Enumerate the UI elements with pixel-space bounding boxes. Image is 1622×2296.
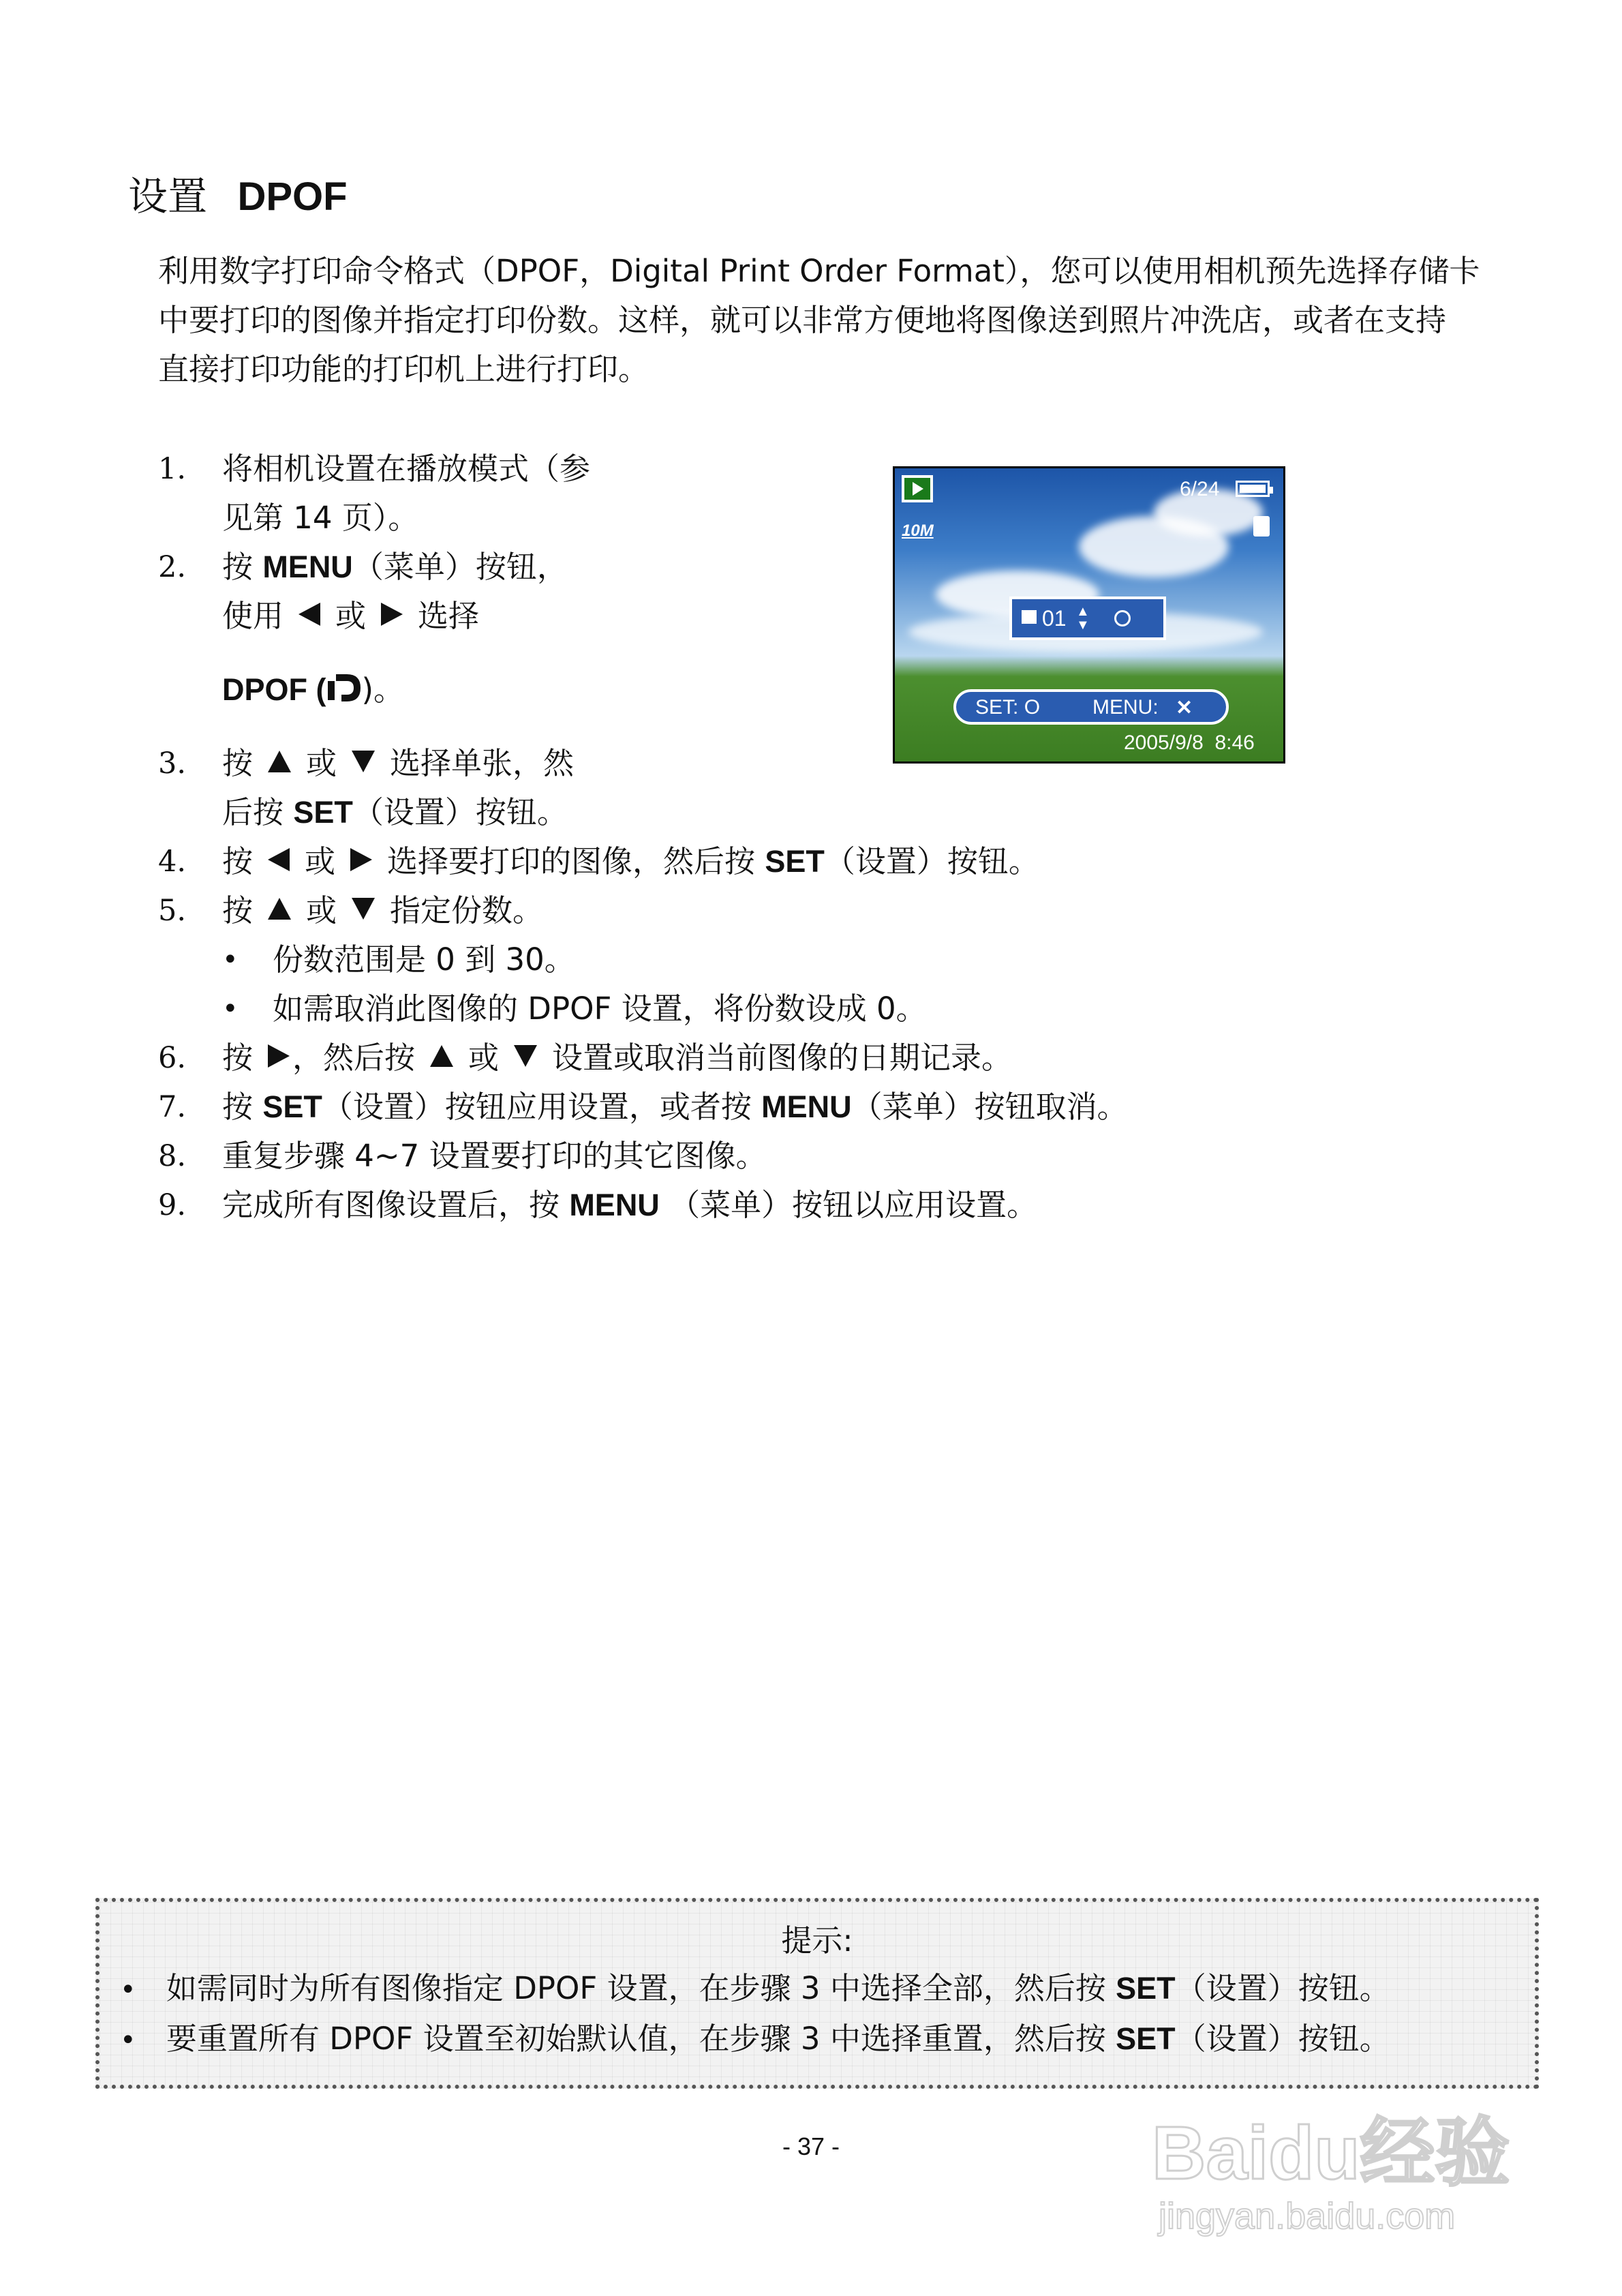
down-arrow-icon bbox=[352, 751, 375, 772]
step-text: 按 ，然后按 或 设置或取消当前图像的日期记录。 bbox=[222, 1040, 1013, 1076]
step-number: 2. bbox=[158, 550, 187, 584]
page-title bbox=[128, 169, 348, 224]
baidu-watermark bbox=[1152, 2079, 1561, 2250]
tip-set: SET bbox=[1116, 2021, 1176, 2056]
cancel-x-icon: ✕ bbox=[1176, 697, 1193, 719]
up-down-icon: ▲ ▼ bbox=[1076, 604, 1090, 633]
clock-icon bbox=[1114, 610, 1131, 626]
bullet-text: 如需取消此图像的 DPOF 设置，将份数设成 0。 bbox=[273, 991, 927, 1027]
tip-item bbox=[120, 2014, 1390, 2058]
tip-set: SET bbox=[1116, 1971, 1176, 2006]
memory-card-icon bbox=[1253, 516, 1270, 537]
intro-line: 直接打印功能的打印机上进行打印。 bbox=[158, 351, 649, 387]
step-text: DPOF ( )。 bbox=[222, 671, 405, 708]
tip-text: 要重置所有 DPOF 设置至初始默认值，在步骤 3 中选择重置，然后按 bbox=[166, 2021, 1116, 2057]
step-number: 3. bbox=[158, 746, 187, 781]
down-arrow-icon bbox=[514, 1045, 537, 1067]
right-arrow-icon bbox=[268, 1044, 290, 1068]
step-text: 按 MENU（菜单）按钮， bbox=[222, 549, 568, 585]
step-text: 按 SET（设置）按钮应用设置，或者按 MENU（菜单）按钮取消。 bbox=[222, 1089, 1128, 1125]
step-text: 按 或 指定份数。 bbox=[222, 892, 544, 928]
page-number: - 37 - bbox=[782, 2132, 840, 2160]
up-arrow-icon bbox=[268, 751, 291, 772]
step-text: 按 或 选择单张，然 bbox=[222, 745, 575, 781]
tip-title: 提示: bbox=[781, 1922, 853, 1959]
step-number: 6. bbox=[158, 1041, 187, 1075]
print-icon bbox=[1022, 610, 1037, 624]
resolution-label: 10M bbox=[902, 522, 934, 540]
step-number: 1. bbox=[158, 452, 187, 486]
bullet-icon: • bbox=[222, 993, 239, 1025]
up-arrow-icon bbox=[268, 898, 291, 920]
set-menu-bar bbox=[953, 689, 1229, 725]
step-number: 9. bbox=[158, 1188, 187, 1222]
playback-mode-icon bbox=[902, 475, 933, 502]
bullet-icon: • bbox=[120, 1974, 136, 2006]
copies-value: 01 bbox=[1042, 606, 1067, 631]
step-text: 按 或 选择要打印的图像，然后按 SET（设置）按钮。 bbox=[222, 843, 1039, 879]
left-arrow-icon bbox=[268, 848, 290, 871]
step-number: 7. bbox=[158, 1090, 187, 1124]
title-zh: 设置 bbox=[128, 173, 208, 220]
tip-box bbox=[95, 1898, 1539, 2089]
step-text: 重复步骤 4~7 设置要打印的其它图像。 bbox=[222, 1138, 767, 1174]
intro-line: 中要打印的图像并指定打印份数。这样，就可以非常方便地将图像送到照片冲洗店，或者在支持 bbox=[158, 302, 1447, 338]
watermark-url: jingyan.baidu.com bbox=[1159, 2196, 1456, 2237]
up-arrow-icon bbox=[430, 1045, 453, 1067]
left-arrow-icon bbox=[299, 603, 320, 626]
right-arrow-icon bbox=[381, 603, 403, 626]
watermark-brand: Baidu经验 bbox=[1152, 2111, 1510, 2195]
down-arrow-icon bbox=[352, 898, 375, 920]
image-counter: 6/24 bbox=[1180, 478, 1220, 500]
tip-text: （设置）按钮。 bbox=[1175, 2021, 1390, 2057]
battery-icon bbox=[1236, 481, 1270, 497]
bullet-icon: • bbox=[222, 944, 239, 976]
bullet-text: 份数范围是 0 到 30。 bbox=[273, 941, 575, 978]
dpof-settings-box bbox=[1009, 596, 1166, 640]
step-number: 5. bbox=[158, 894, 187, 928]
tip-text: 如需同时为所有图像指定 DPOF 设置，在步骤 3 中选择全部，然后按 bbox=[166, 1970, 1116, 2006]
dpof-printer-icon bbox=[326, 671, 362, 704]
step-text: 使用 或 选择 bbox=[222, 598, 480, 634]
step-text: 后按 SET（设置）按钮。 bbox=[222, 794, 568, 830]
menu-label: MENU: bbox=[1092, 696, 1159, 719]
tip-item bbox=[120, 1963, 1390, 2008]
intro-line: 利用数字打印命令格式（DPOF，Digital Print Order Format），您可以使用相机预先选择存储卡 bbox=[158, 253, 1480, 289]
title-en: DPOF bbox=[237, 175, 348, 219]
bullet-icon: • bbox=[120, 2025, 136, 2056]
intro-paragraph bbox=[158, 247, 1548, 394]
set-label: SET: O bbox=[975, 696, 1041, 719]
step-number: 4. bbox=[158, 845, 187, 879]
right-arrow-icon bbox=[350, 848, 372, 871]
step-number: 8. bbox=[158, 1139, 187, 1173]
step-text: 见第 14 页）。 bbox=[222, 500, 419, 536]
step-text: 完成所有图像设置后，按 MENU （菜单）按钮以应用设置。 bbox=[222, 1187, 1038, 1223]
date-time-stamp: 2005/9/8 8:46 bbox=[1124, 731, 1255, 754]
step-text: 将相机设置在播放模式（参 bbox=[222, 451, 591, 487]
tip-text: （设置）按钮。 bbox=[1175, 1970, 1390, 2006]
camera-lcd-screenshot bbox=[893, 466, 1285, 764]
